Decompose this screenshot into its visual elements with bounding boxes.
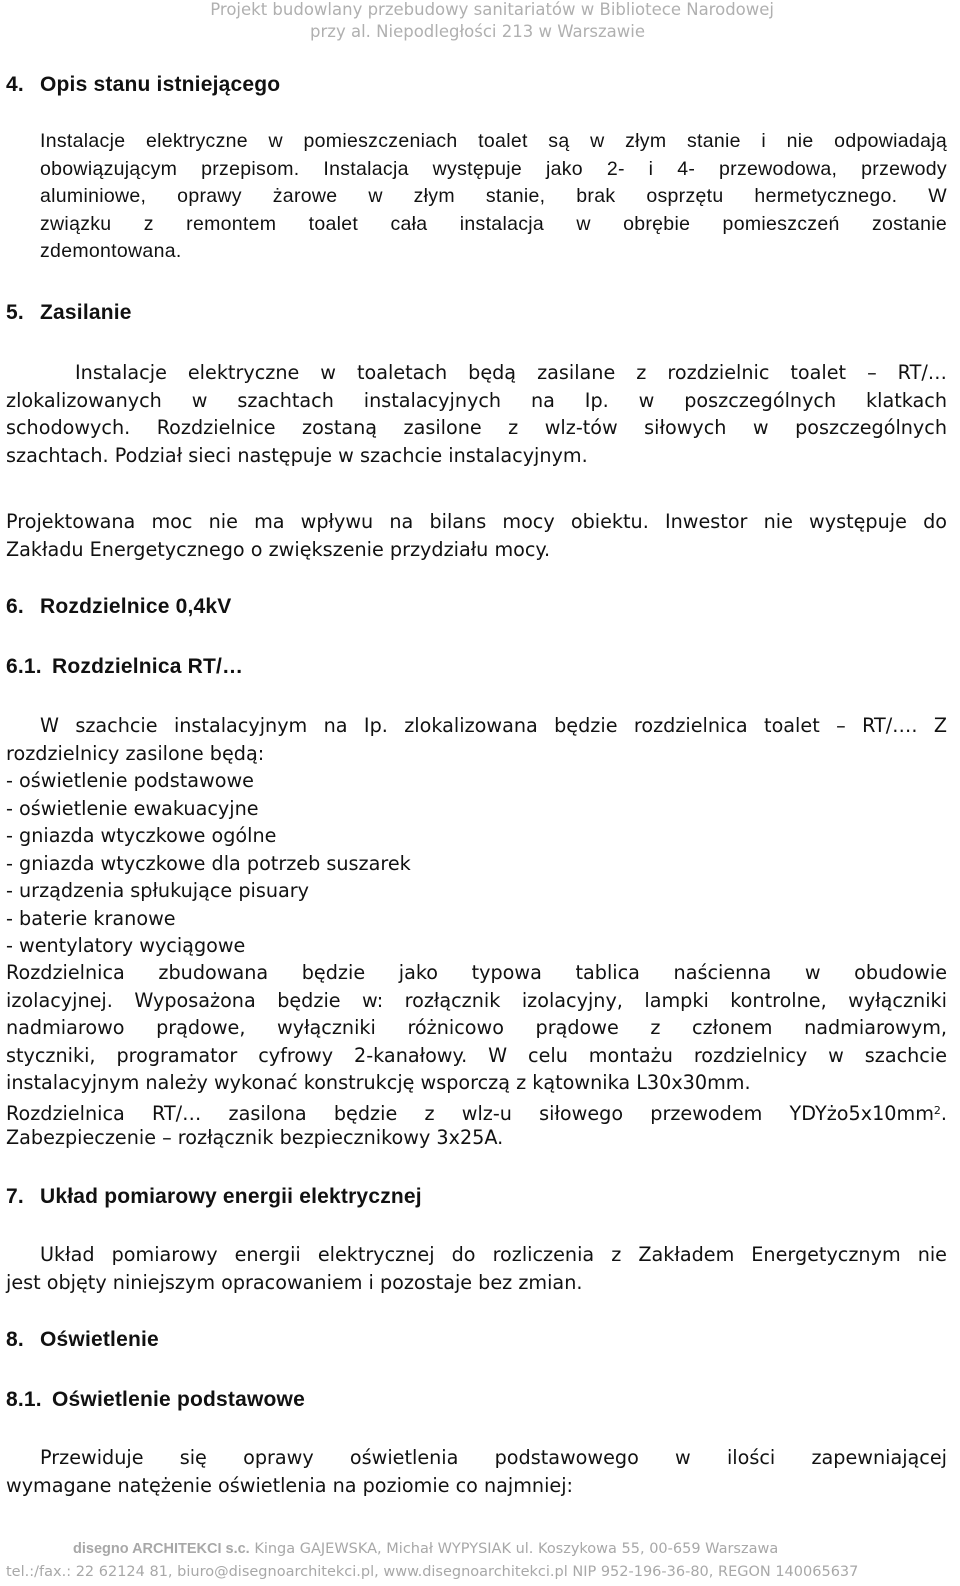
text-line: zlokalizowanych w szachtach instalacyjnych na Ip. w poszczególnych klatkach bbox=[6, 388, 947, 412]
section-title: Oświetlenie podstawowe bbox=[52, 1388, 305, 1411]
text-line: styczniki, programator cyfrowy 2-kanałowy. W celu montażu rozdzielnicy w szachcie bbox=[6, 1043, 947, 1067]
text-line: zdemontowana. bbox=[40, 240, 182, 262]
text-line: jest objęty niniejszym opracowaniem i pozostaje bez zmian. bbox=[6, 1270, 583, 1294]
text-line: szachtach. Podział sieci następuje w szachcie instalacyjnym. bbox=[6, 443, 588, 467]
list-item: - baterie kranowe bbox=[6, 906, 176, 930]
section-number: 6.1. bbox=[6, 655, 42, 678]
section-8-1-heading bbox=[6, 1388, 305, 1412]
cable-text: Rozdzielnica RT/… zasilona będzie z wlz-u siłowego przewodem YDYżo5x10mm bbox=[6, 1101, 934, 1124]
section-6-1-body bbox=[6, 959, 947, 1152]
text-line: Projektowana moc nie ma wpływu na bilans mocy obiektu. Inwestor nie występuje do bbox=[6, 510, 947, 533]
list-item: - gniazda wtyczkowe ogólne bbox=[6, 824, 277, 847]
footer-line-1 bbox=[73, 1541, 778, 1557]
header-line-1: Projekt budowlany przebudowy sanitariatów w Bibliotece Narodowej bbox=[210, 0, 774, 19]
section-title: Układ pomiarowy energii elektrycznej bbox=[40, 1185, 422, 1208]
text-line: wymagane natężenie oświetlenia na poziomie co najmniej: bbox=[6, 1473, 574, 1497]
list-item: - oświetlenie ewakuacyjne bbox=[6, 796, 259, 820]
section-number: 8. bbox=[6, 1328, 24, 1351]
section-title: Zasilanie bbox=[40, 301, 132, 324]
section-6-heading bbox=[6, 595, 232, 619]
text-line: rozdzielnicy zasilone będą: bbox=[6, 741, 265, 765]
section-6-1-list bbox=[6, 767, 947, 960]
text-line: związku z remontem toalet cała instalacja w obrębie pomieszczeń zostanie bbox=[40, 212, 947, 235]
text-line: aluminiowe, oprawy żarowe w złym stanie, brak osprzętu hermetycznego. W bbox=[40, 185, 947, 207]
section-title: Opis stanu istniejącego bbox=[40, 73, 281, 96]
section-4-paragraph bbox=[40, 128, 947, 266]
header-line-2: przy al. Niepodległości 213 w Warszawie bbox=[310, 22, 645, 41]
list-item: - wentylatory wyciągowe bbox=[6, 934, 246, 957]
section-4-heading bbox=[6, 73, 280, 97]
section-6-1-intro bbox=[6, 712, 947, 767]
section-7-paragraph bbox=[6, 1241, 947, 1296]
section-number: 8.1. bbox=[6, 1388, 42, 1411]
text-line: Zakładu Energetycznego o zwiększenie przydziału mocy. bbox=[6, 537, 551, 561]
section-number: 6. bbox=[6, 595, 24, 618]
section-number: 5. bbox=[6, 301, 24, 324]
list-item: - gniazda wtyczkowe dla potrzeb suszarek bbox=[6, 851, 411, 875]
section-5-heading bbox=[6, 301, 132, 325]
text-line: izolacyjnej. Wyposażona będzie w: rozłącznik izolacyjny, lampki kontrolne, wyłączniki bbox=[6, 988, 947, 1012]
text-line: Instalacje elektryczne w toaletach będą zasilane z rozdzielnic toalet – RT/… bbox=[75, 361, 947, 384]
section-title: Rozdzielnice 0,4kV bbox=[40, 595, 232, 618]
footer-address: Kinga GAJEWSKA, Michał WYPYSIAK ul. Koszykowa 55, 00-659 Warszawa bbox=[254, 1541, 779, 1557]
cable-end: . bbox=[940, 1101, 947, 1124]
list-item: - oświetlenie podstawowe bbox=[6, 769, 254, 792]
text-line: obowiązującym przepisom. Instalacja występuje jako 2- i 4- przewodowa, przewody bbox=[40, 157, 947, 180]
section-6-1-heading bbox=[6, 655, 243, 679]
footer-company: disegno ARCHITEKCI s.c. bbox=[73, 1541, 250, 1557]
text-line: Rozdzielnica zbudowana będzie jako typowa tablica naścienna w obudowie bbox=[6, 961, 947, 984]
cable-superscript: 2 bbox=[933, 1103, 941, 1117]
section-title: Oświetlenie bbox=[40, 1328, 159, 1351]
text-line: Przewiduje się oprawy oświetlenia podstawowego w ilości zapewniającej bbox=[40, 1446, 947, 1469]
text-line: nadmiarowo prądowe, wyłączniki różnicowo prądowe z członem nadmiarowym, bbox=[6, 1016, 947, 1039]
text-line: schodowych. Rozdzielnice zostaną zasilone z wlz-tów siłowych w poszczególnych bbox=[6, 416, 947, 439]
text-line: W szachcie instalacyjnym na Ip. zlokalizowana będzie rozdzielnica toalet – RT/…. Z bbox=[40, 714, 947, 737]
list-item: - urządzenia spłukujące pisuary bbox=[6, 879, 309, 902]
text-line: Instalacje elektryczne w pomieszczeniach toalet są w złym stanie i nie odpowiadają bbox=[40, 130, 947, 152]
section-5-paragraph-2 bbox=[6, 508, 947, 563]
section-8-1-paragraph bbox=[6, 1444, 947, 1499]
section-number: 4. bbox=[6, 73, 24, 96]
text-line: instalacyjnym należy wykonać konstrukcję wsporczą z kątownika L30x30mm. bbox=[6, 1071, 751, 1094]
section-8-heading bbox=[6, 1328, 159, 1352]
cable-line bbox=[6, 1097, 947, 1125]
section-title: Rozdzielnica RT/… bbox=[52, 655, 244, 678]
footer-line-2: tel.:/fax.: 22 62124 81, biuro@disegnoarchitekci.pl, www.disegnoarchitekci.pl NIP 952-196-36-80, REGON 140065637 bbox=[6, 1564, 859, 1580]
section-7-heading bbox=[6, 1185, 422, 1209]
section-number: 7. bbox=[6, 1185, 24, 1208]
text-line: Zabezpieczenie – rozłącznik bezpiecznikowy 3x25A. bbox=[6, 1126, 504, 1149]
section-5-paragraph-1 bbox=[6, 359, 947, 469]
text-line: Układ pomiarowy energii elektrycznej do rozliczenia z Zakładem Energetycznym nie bbox=[40, 1243, 947, 1266]
